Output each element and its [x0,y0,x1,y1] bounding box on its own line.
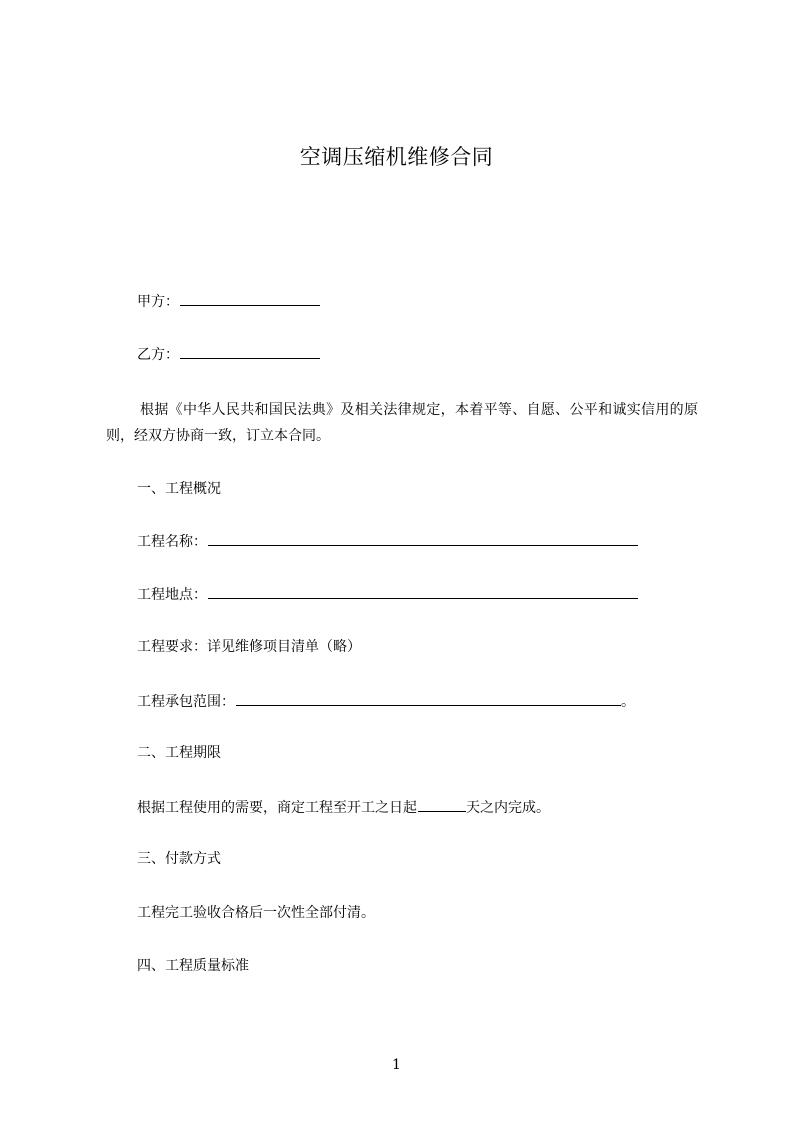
section-3-heading: 三、付款方式 [137,851,221,867]
party-a-line [137,291,320,312]
project-scope-blank [236,691,621,706]
payment-text: 工程完工验收合格后一次性全部付清。 [137,905,375,921]
document-title: 空调压缩机维修合同 [299,145,494,169]
party-a-blank [180,291,320,306]
project-name-line [137,531,638,552]
preamble-paragraph: 根据《中华人民共和国民法典》及相关法律规定，本着平等、自愿、公平和诚实信用的原则，经双方协商一致，订立本合同。 [106,402,698,444]
project-location-line [137,584,638,605]
period-line [137,797,550,818]
period-text-after: 天之内完成。 [466,800,550,816]
project-name-blank [208,531,638,546]
period-text-before: 根据工程使用的需要，商定工程至开工之日起 [137,800,417,816]
party-b-line [137,344,320,365]
party-b-blank [180,344,320,359]
section-4-heading: 四、工程质量标准 [137,958,249,974]
section-1-heading: 一、工程概况 [137,481,221,497]
section-2-heading: 二、工程期限 [137,745,221,761]
project-requirements: 工程要求：详见维修项目清单（略） [137,639,361,655]
period-days-blank [418,797,466,812]
project-scope-end: 。 [621,694,635,710]
project-scope-line [137,691,635,712]
project-name-label: 工程名称： [137,534,207,550]
project-scope-label: 工程承包范围： [137,694,235,710]
project-location-blank [208,584,638,599]
party-b-label: 乙方： [137,347,179,363]
page-number: 1 [392,1057,401,1073]
party-a-label: 甲方： [137,294,179,310]
project-location-label: 工程地点： [137,587,207,603]
